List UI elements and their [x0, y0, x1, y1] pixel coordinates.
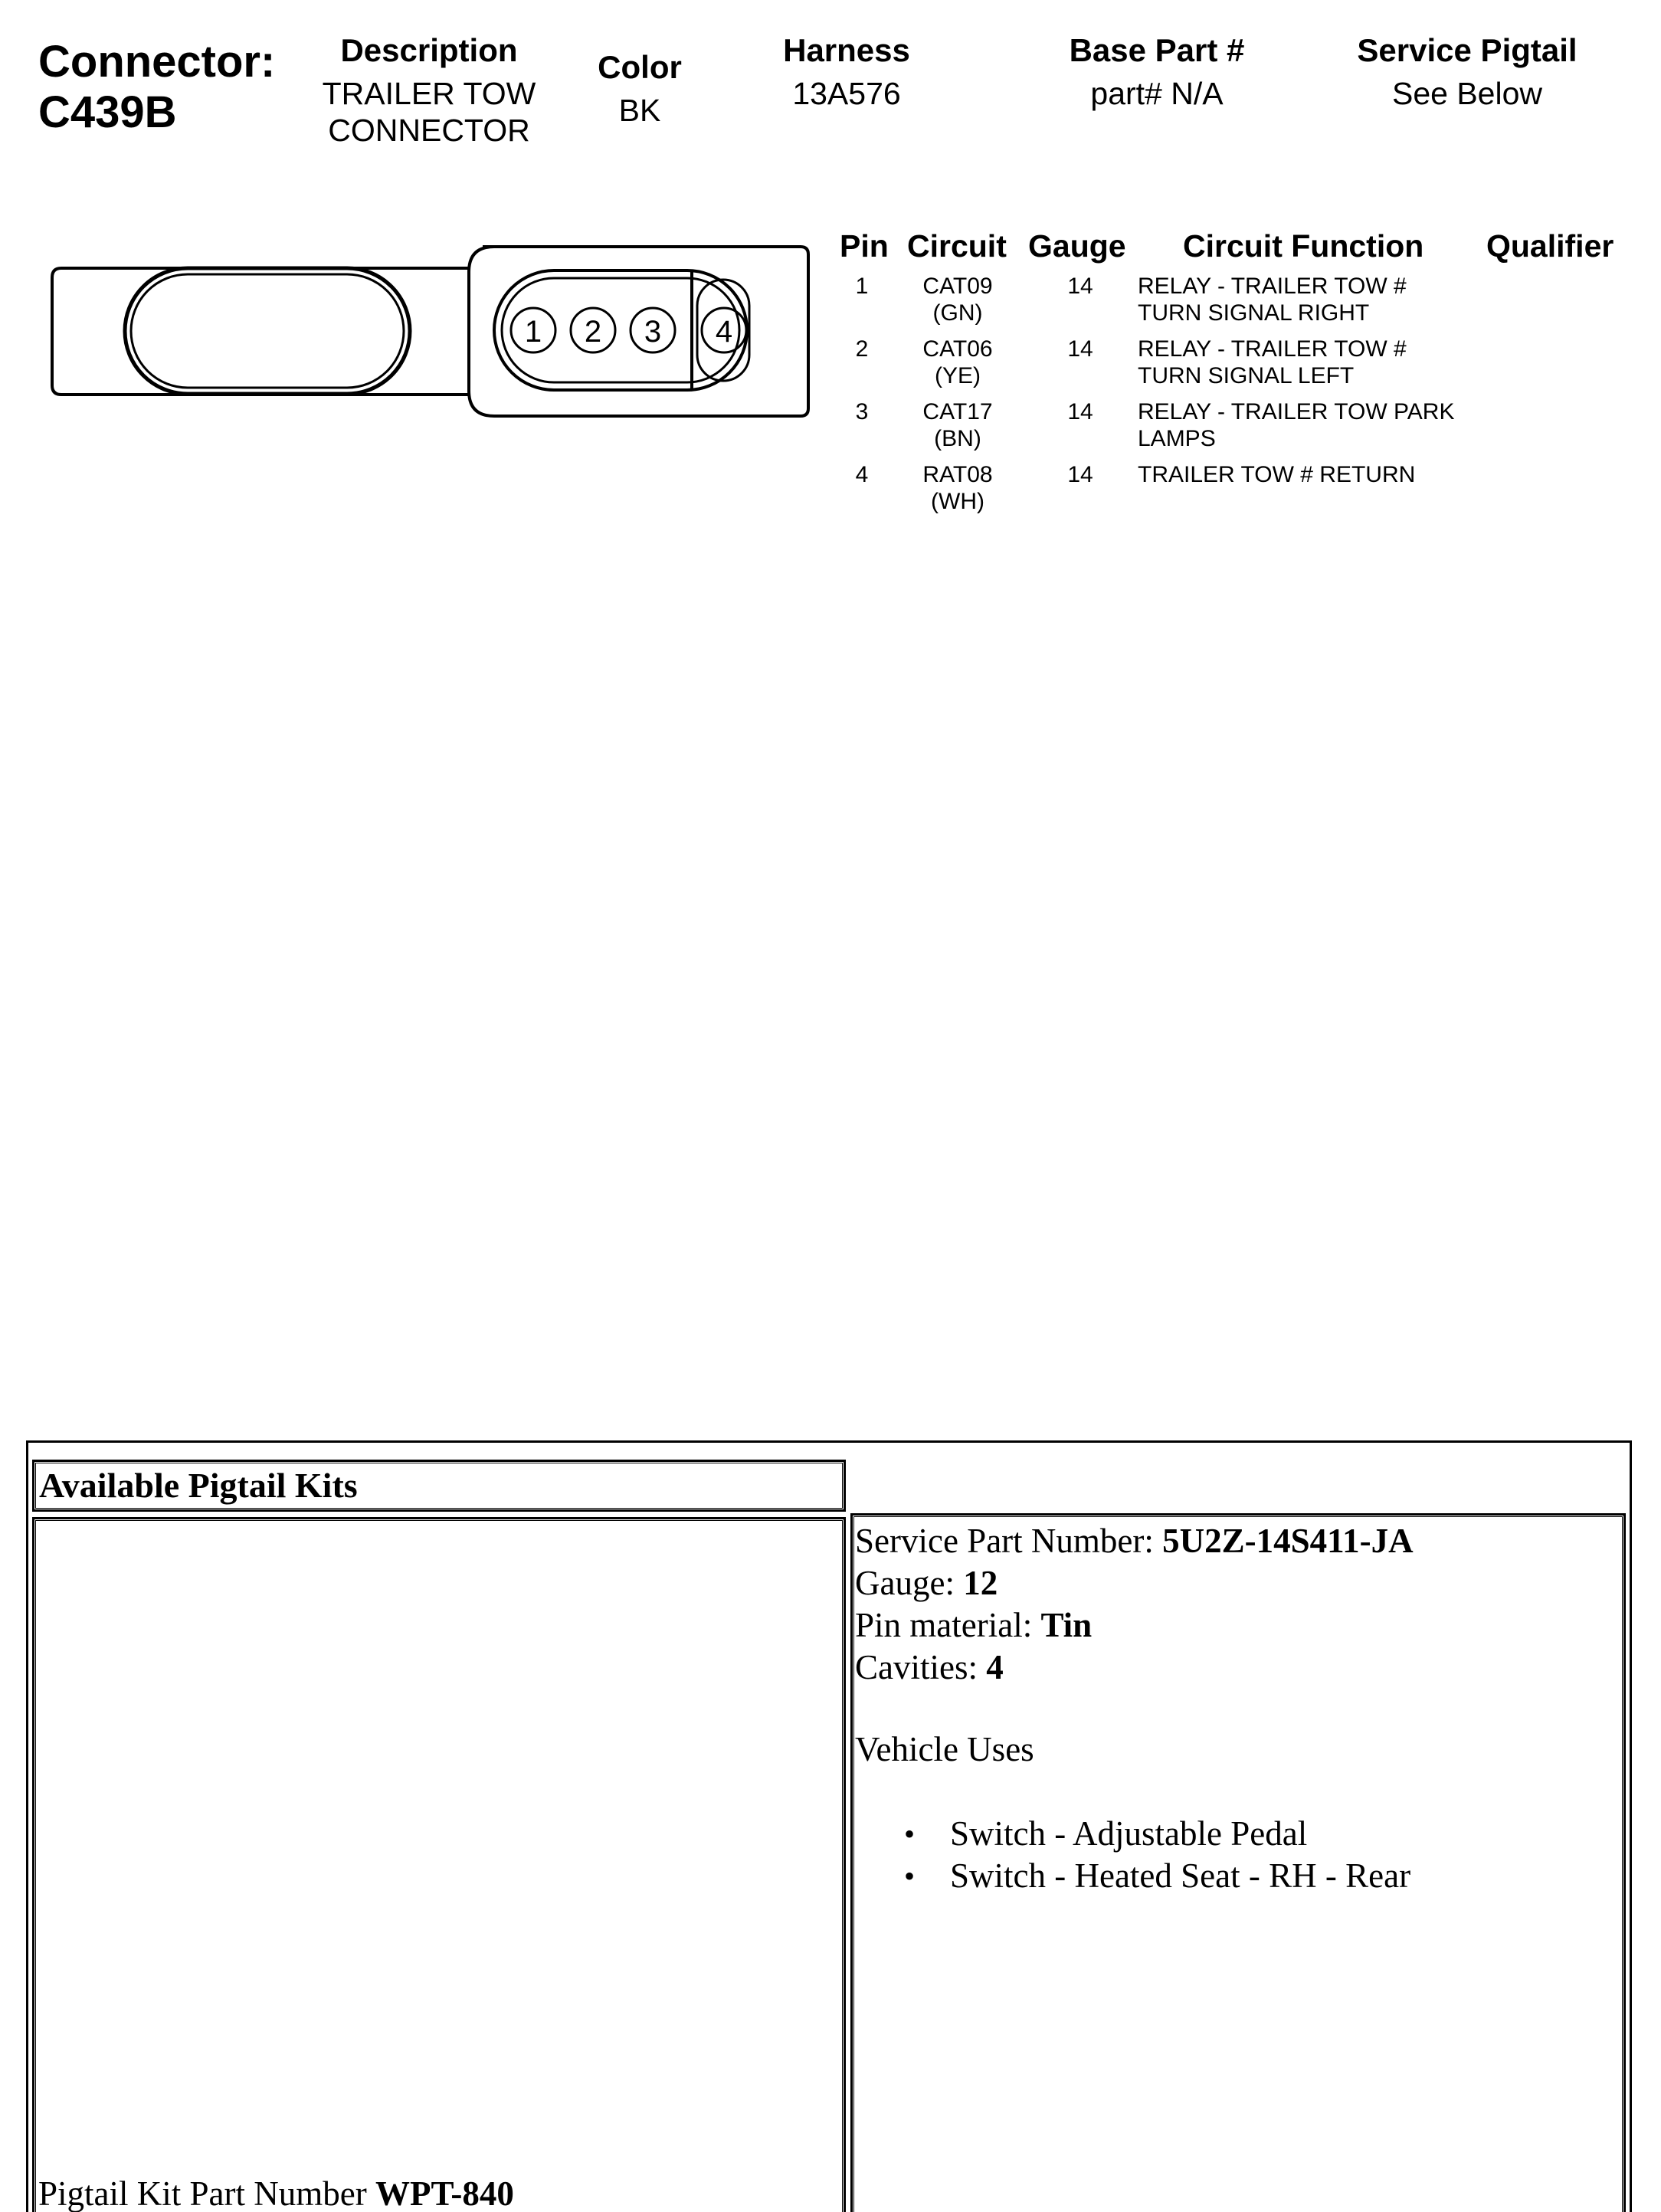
circuit-id: CAT17 [922, 399, 993, 424]
vehicle-use-item: • Switch - Heated Seat - RH - Rear [904, 1855, 1410, 1897]
kit-gauge [855, 1562, 998, 1604]
cavities [855, 1647, 1004, 1689]
pigtail-kits-heading: Available Pigtail Kits [32, 1460, 846, 1512]
wire-color: (BN) [934, 426, 981, 451]
pin-1-number: 1 [524, 315, 542, 349]
circuit-column-header: Circuit [907, 228, 1007, 264]
function-line: LAMPS [1138, 426, 1216, 451]
wire-color: (WH) [931, 489, 984, 514]
pin-3-number: 3 [644, 315, 662, 349]
service-part-number [855, 1520, 1414, 1562]
function-line: RELAY - TRAILER TOW # [1138, 274, 1407, 299]
function-line: RELAY - TRAILER TOW PARK [1138, 399, 1455, 424]
gauge-column-header: Gauge [1028, 228, 1126, 264]
qualifier-column-header: Qualifier [1486, 228, 1614, 264]
cavities-label: Cavities: [855, 1648, 987, 1686]
connector-id: C439B [38, 87, 177, 137]
vehicle-uses-list [904, 1813, 1410, 1897]
color-value: BK [618, 93, 661, 128]
pin-number: 2 [855, 336, 869, 362]
base-part-label: Base Part # [1069, 32, 1245, 68]
gauge-cell: 14 [1067, 336, 1093, 362]
pigtail-kit-part-value: WPT-840 [375, 2174, 514, 2212]
gauge-cell: 14 [1067, 274, 1093, 299]
wire-color: (GN) [932, 300, 983, 326]
pin-2-number: 2 [584, 315, 602, 349]
base-part-value: part# N/A [1090, 76, 1224, 111]
pin-4-number: 4 [715, 315, 733, 349]
pigtail-kit-image-cell [32, 1517, 846, 2212]
color-label: Color [598, 49, 682, 85]
circuit-cell [904, 461, 1011, 515]
circuit-cell [904, 273, 1011, 326]
pin-material-label: Pin material: [855, 1606, 1041, 1644]
kit-gauge-label: Gauge: [855, 1564, 964, 1602]
pin-number: 1 [855, 274, 869, 299]
service-part-label: Service Part Number: [855, 1522, 1163, 1560]
function-cell [1138, 461, 1544, 488]
harness-column [735, 31, 958, 112]
circuit-id: CAT09 [922, 274, 993, 299]
pin-column-header: Pin [840, 228, 889, 264]
circuit-cell [904, 398, 1011, 452]
pin-material-value: Tin [1040, 1606, 1093, 1644]
function-line: TRAILER TOW # RETURN [1138, 462, 1416, 487]
circuit-id: CAT06 [922, 336, 993, 362]
function-cell [1138, 398, 1544, 452]
pin-material [855, 1604, 1092, 1647]
color-column [567, 48, 713, 129]
circuit-id: RAT08 [922, 462, 993, 487]
circuit-cell [904, 336, 1011, 389]
function-cell [1138, 336, 1544, 389]
service-pigtail-column [1318, 31, 1617, 112]
vehicle-uses-heading: Vehicle Uses [855, 1730, 1034, 1768]
pin-number: 3 [855, 399, 869, 424]
service-pigtail-label: Service Pigtail [1357, 32, 1577, 68]
pin-table-row [0, 336, 1661, 397]
description-column [306, 31, 552, 149]
service-part-value: 5U2Z-14S411-JA [1162, 1522, 1414, 1560]
kit-gauge-value: 12 [963, 1564, 998, 1602]
description-label: Description [340, 32, 518, 68]
function-line: RELAY - TRAILER TOW # [1138, 336, 1407, 362]
description-value [306, 75, 552, 149]
function-line: TURN SIGNAL RIGHT [1138, 300, 1370, 326]
connector-title [38, 37, 275, 138]
pigtail-kit-part-label: Pigtail Kit Part Number [38, 2174, 375, 2212]
gauge-cell: 14 [1067, 462, 1093, 487]
service-pigtail-value: See Below [1391, 76, 1542, 111]
connector-label: Connector: [38, 37, 276, 87]
description-line: TRAILER TOW [322, 76, 536, 111]
harness-value: 13A576 [792, 76, 901, 111]
pin-table-row [0, 398, 1661, 460]
vehicle-use-item: • Switch - Adjustable Pedal [904, 1813, 1410, 1855]
pigtail-kit-part-number [38, 2174, 514, 2212]
description-line: CONNECTOR [328, 113, 530, 148]
pin-table-row [0, 461, 1661, 523]
gauge-cell: 14 [1067, 399, 1093, 424]
function-line: TURN SIGNAL LEFT [1138, 363, 1355, 388]
wire-color: (YE) [935, 363, 981, 388]
pin-number: 4 [855, 462, 869, 487]
base-part-column [1034, 31, 1279, 112]
pin-table-row [0, 273, 1661, 334]
cavities-value: 4 [986, 1648, 1004, 1686]
harness-label: Harness [783, 32, 910, 68]
function-cell [1138, 273, 1544, 326]
circuit-function-column-header: Circuit Function [1183, 228, 1424, 264]
